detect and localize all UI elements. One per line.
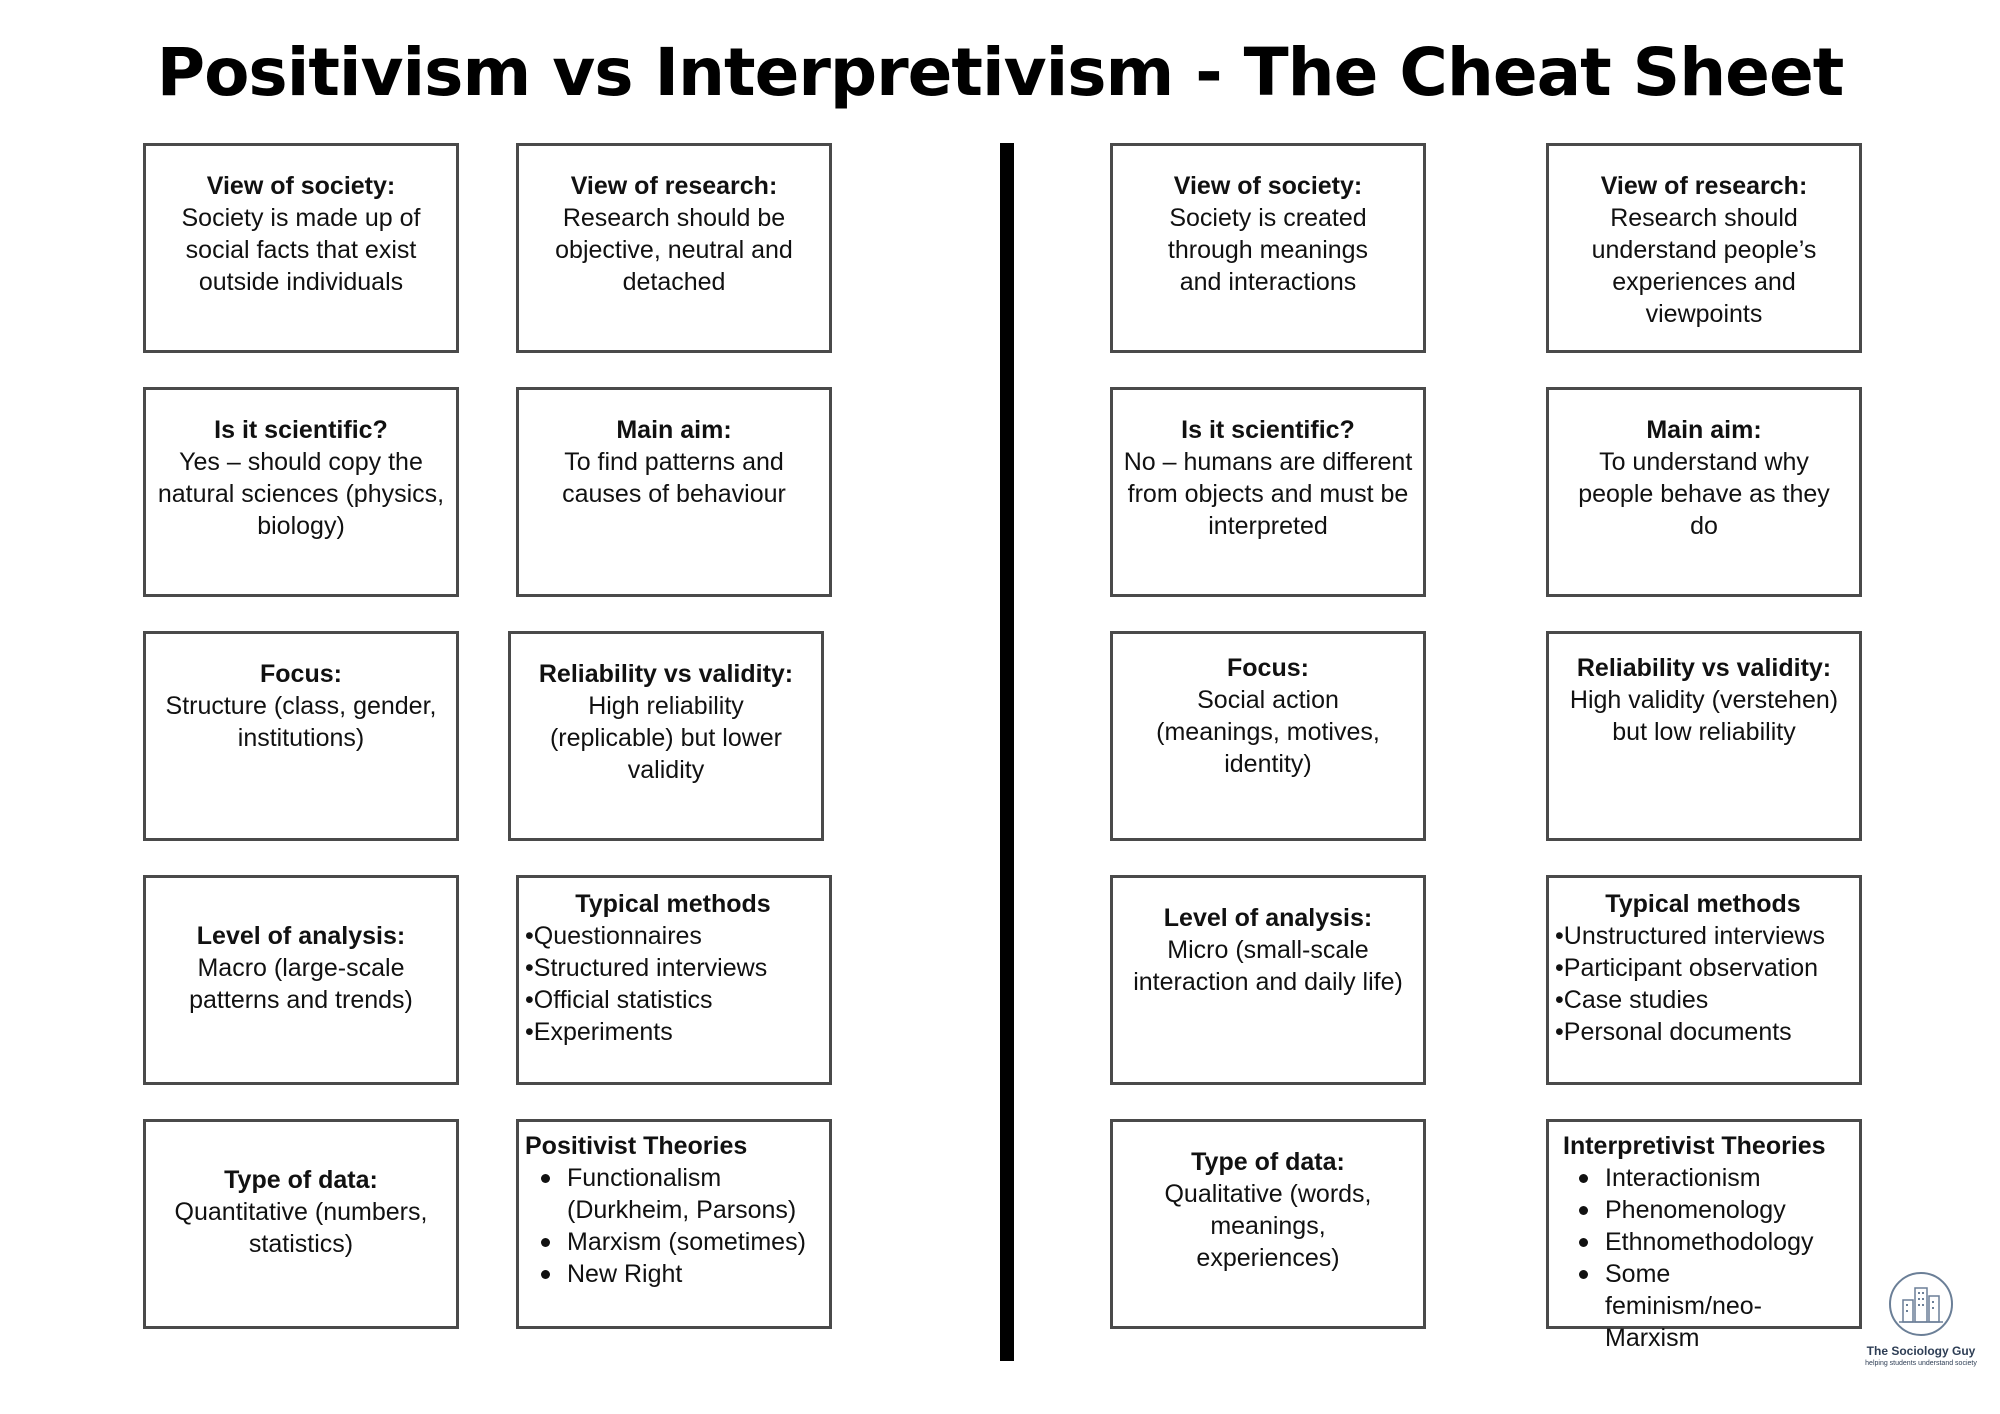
- card-text: Society is created through meanings and interactions: [1167, 204, 1369, 296]
- list-item: New Right: [567, 1258, 821, 1290]
- theories-list: [525, 1162, 821, 1290]
- card-heading: Reliability vs validity:: [1576, 654, 1832, 682]
- list-item: Interactionism: [1605, 1162, 1851, 1194]
- positivism-main-aim-card: [516, 387, 832, 597]
- card-text: Society is made up of social facts that exist outside individuals: [181, 204, 421, 296]
- card-text: To find patterns and causes of behaviour: [562, 448, 786, 508]
- card-text: No – humans are different from objects and must be interpreted: [1123, 448, 1413, 540]
- logo-tagline: helping students understand society: [1865, 1360, 1977, 1367]
- card-heading: Focus:: [260, 660, 342, 688]
- interpretivism-scientific-card: [1110, 387, 1426, 597]
- interpretivism-view-of-society-card: [1110, 143, 1426, 353]
- positivism-scientific-card: [143, 387, 459, 597]
- list-item: Phenomenology: [1605, 1194, 1851, 1226]
- positivism-theories-card: [516, 1119, 832, 1329]
- methods-list: [1555, 920, 1851, 1048]
- card-text: To understand why people behave as they do: [1578, 448, 1830, 540]
- card-heading: View of society:: [206, 172, 396, 200]
- positivism-focus-card: [143, 631, 459, 841]
- card-text: Macro (large-scale patterns and trends): [189, 954, 413, 1014]
- list-item: • Official statistics: [525, 984, 821, 1016]
- card-text: Research should be objective, neutral and detached: [555, 204, 793, 296]
- city-buildings-icon: [1889, 1272, 1953, 1336]
- positivism-level-card: [143, 875, 459, 1085]
- positivism-reliability-card: [508, 631, 824, 841]
- list-item: • Structured interviews: [525, 952, 821, 984]
- card-heading: Type of data:: [1191, 1148, 1345, 1176]
- list-item: Some feminism/neo-Marxism: [1605, 1258, 1851, 1354]
- card-text: Social action (meanings, motives, identity): [1156, 686, 1380, 778]
- card-text: Qualitative (words, meanings, experiences): [1164, 1180, 1372, 1272]
- card-text: High reliability (replicable) but lower validity: [549, 692, 783, 784]
- list-item: Marxism (sometimes): [567, 1226, 821, 1258]
- positivism-methods-card: [516, 875, 832, 1085]
- card-heading: Type of data:: [224, 1166, 378, 1194]
- card-heading: View of research:: [570, 172, 778, 200]
- sociology-guy-logo: [1856, 1272, 1986, 1367]
- list-item: • Unstructured interviews: [1555, 920, 1851, 952]
- card-heading: Level of analysis:: [196, 922, 406, 950]
- methods-list: [525, 920, 821, 1048]
- card-heading: Main aim:: [616, 416, 732, 444]
- card-text: High validity (verstehen) but low reliability: [1569, 686, 1839, 746]
- list-item: • Questionnaires: [525, 920, 821, 952]
- card-heading: View of research:: [1600, 172, 1808, 200]
- interpretivism-level-card: [1110, 875, 1426, 1085]
- interpretivism-theories-card: [1546, 1119, 1862, 1352]
- card-heading: Is it scientific?: [214, 416, 388, 444]
- list-item: • Experiments: [525, 1016, 821, 1048]
- card-text: Research should understand people’s experiences and viewpoints: [1591, 204, 1817, 328]
- card-heading: Typical methods: [575, 890, 771, 918]
- interpretivism-methods-card: [1546, 875, 1862, 1085]
- card-heading: Reliability vs validity:: [538, 660, 794, 688]
- card-heading: Is it scientific?: [1181, 416, 1355, 444]
- card-text: Yes – should copy the natural sciences (physics, biology): [157, 448, 445, 540]
- card-heading: Main aim:: [1646, 416, 1762, 444]
- positivism-data-card: [143, 1119, 459, 1329]
- interpretivism-focus-card: [1110, 631, 1426, 841]
- list-item: • Personal documents: [1555, 1016, 1851, 1048]
- card-heading: Positivist Theories: [525, 1132, 748, 1160]
- theories-list: [1563, 1162, 1851, 1354]
- card-text: Structure (class, gender, institutions): [165, 692, 437, 752]
- list-item: Ethnomethodology: [1605, 1226, 1851, 1258]
- list-item: • Participant observation: [1555, 952, 1851, 984]
- positivism-view-of-society-card: [143, 143, 459, 353]
- positivism-view-of-research-card: [516, 143, 832, 353]
- card-heading: Focus:: [1227, 654, 1309, 682]
- interpretivism-main-aim-card: [1546, 387, 1862, 597]
- card-heading: Interpretivist Theories: [1563, 1132, 1826, 1160]
- list-item: • Case studies: [1555, 984, 1851, 1016]
- card-text: Micro (small-scale interaction and daily life): [1133, 936, 1403, 996]
- interpretivism-data-card: [1110, 1119, 1426, 1329]
- card-heading: Typical methods: [1605, 890, 1801, 918]
- interpretivism-reliability-card: [1546, 631, 1862, 841]
- logo-name: The Sociology Guy: [1866, 1344, 1976, 1358]
- list-item: Functionalism (Durkheim, Parsons): [567, 1162, 821, 1226]
- page-title: Positivism vs Interpretivism - The Cheat Sheet: [156, 34, 1844, 111]
- card-heading: View of society:: [1173, 172, 1363, 200]
- center-divider: [1000, 143, 1014, 1361]
- interpretivism-view-of-research-card: [1546, 143, 1862, 353]
- card-heading: Level of analysis:: [1163, 904, 1373, 932]
- card-text: Quantitative (numbers, statistics): [174, 1198, 428, 1258]
